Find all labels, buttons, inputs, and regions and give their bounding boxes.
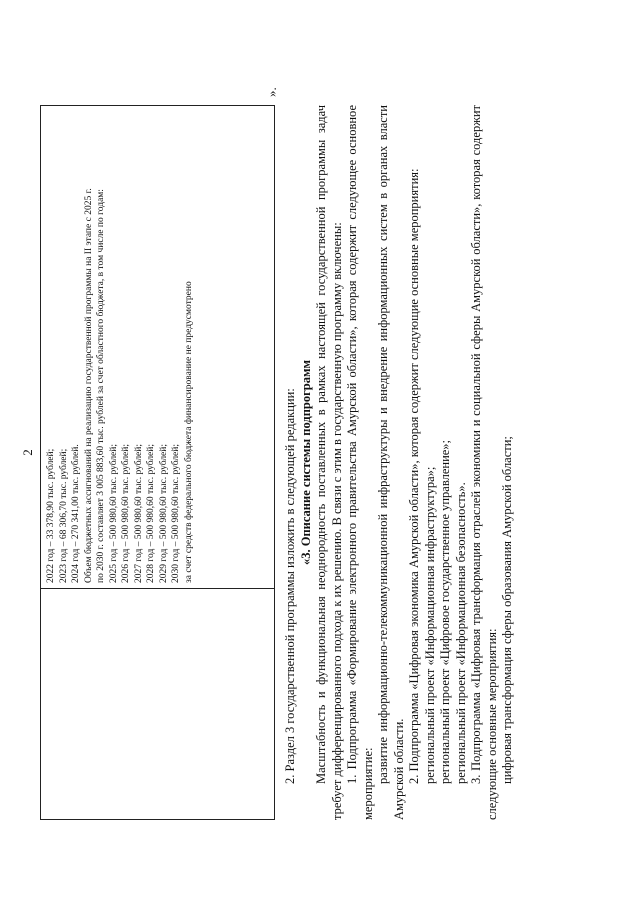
intro-paragraph: 2. Раздел 3 государственной программы изложить в следующей редакции:	[283, 388, 297, 784]
project-item: региональный проект «Информационная безопасность».	[453, 482, 468, 784]
project-item: региональный проект «Цифровое государственное управление»;	[438, 439, 452, 784]
funding-line: 2027 год – 500 980,60 тыс. рублей;	[133, 444, 144, 583]
section-heading: «3. Описание системы подпрограмм	[298, 359, 313, 566]
funding-line: 2023 год – 68 306,70 тыс. рублей;	[58, 448, 69, 583]
funding-line: 2028 год – 500 980,60 тыс. рублей;	[146, 444, 156, 583]
funding-table	[40, 105, 275, 820]
document-body	[283, 105, 516, 820]
funding-line: Объем бюджетных ассигнований на реализацию государственной программы на II этапе с 2025 г.	[83, 188, 94, 583]
funding-cell	[45, 112, 195, 583]
funding-line: 2030 год – 500 980,60 тыс. рублей;	[171, 444, 181, 583]
body-paragraph: развитие информационно-телекоммуникационной инфраструктуры и внедрение информационных систем в органах власти Амурской области.	[376, 105, 406, 820]
funding-line: 2025 год – 500 980,60 тыс. рублей;	[108, 444, 119, 583]
body-paragraph: Масштабность и функциональная неоднородность поставленных в рамках настоящей государственной программы задач требует дифференцированного подхода к их решению. В связи с этим в государственную программу включены:	[314, 105, 344, 820]
project-item: региональный проект «Информационная инфраструктура»;	[422, 466, 437, 784]
funding-line: 2024 год – 270 341,00 тыс. рублей.	[71, 444, 81, 583]
page-number: 2	[20, 449, 35, 456]
body-paragraph: цифровая трансформация сферы образования Амурской области;	[500, 436, 514, 784]
subprogram-2-paragraph: 2. Подпрограмма «Цифровая экономика Амурской области», которая содержит следующие основные мероприятия:	[407, 168, 421, 784]
table-column-divider	[41, 588, 274, 589]
funding-line: по 2030 г. составляет 3 005 883,60 тыс. рублей за счет областного бюджета, в том числе по годам:	[96, 189, 106, 583]
subprogram-3-paragraph: 3. Подпрограмма «Цифровая трансформация отраслей экономики и социальной сферы Амурской области», которая содержит следующие основные мероприятия:	[469, 105, 499, 820]
funding-line: 2026 год – 500 980,60 тыс. рублей;	[121, 444, 131, 583]
closing-quote: ».	[264, 87, 279, 97]
funding-line: 2029 год – 500 980,60 тыс. рублей;	[158, 444, 169, 583]
funding-line: за счет средств федерального бюджета финансирование не предусмотрено	[183, 281, 194, 583]
subprogram-1-paragraph: 1. Подпрограмма «Формирование электронного правительства Амурской области», которая содержит следующее основное мероприятие:	[345, 105, 375, 820]
funding-line: 2022 год – 33 378,90 тыс. рублей;	[46, 448, 56, 583]
